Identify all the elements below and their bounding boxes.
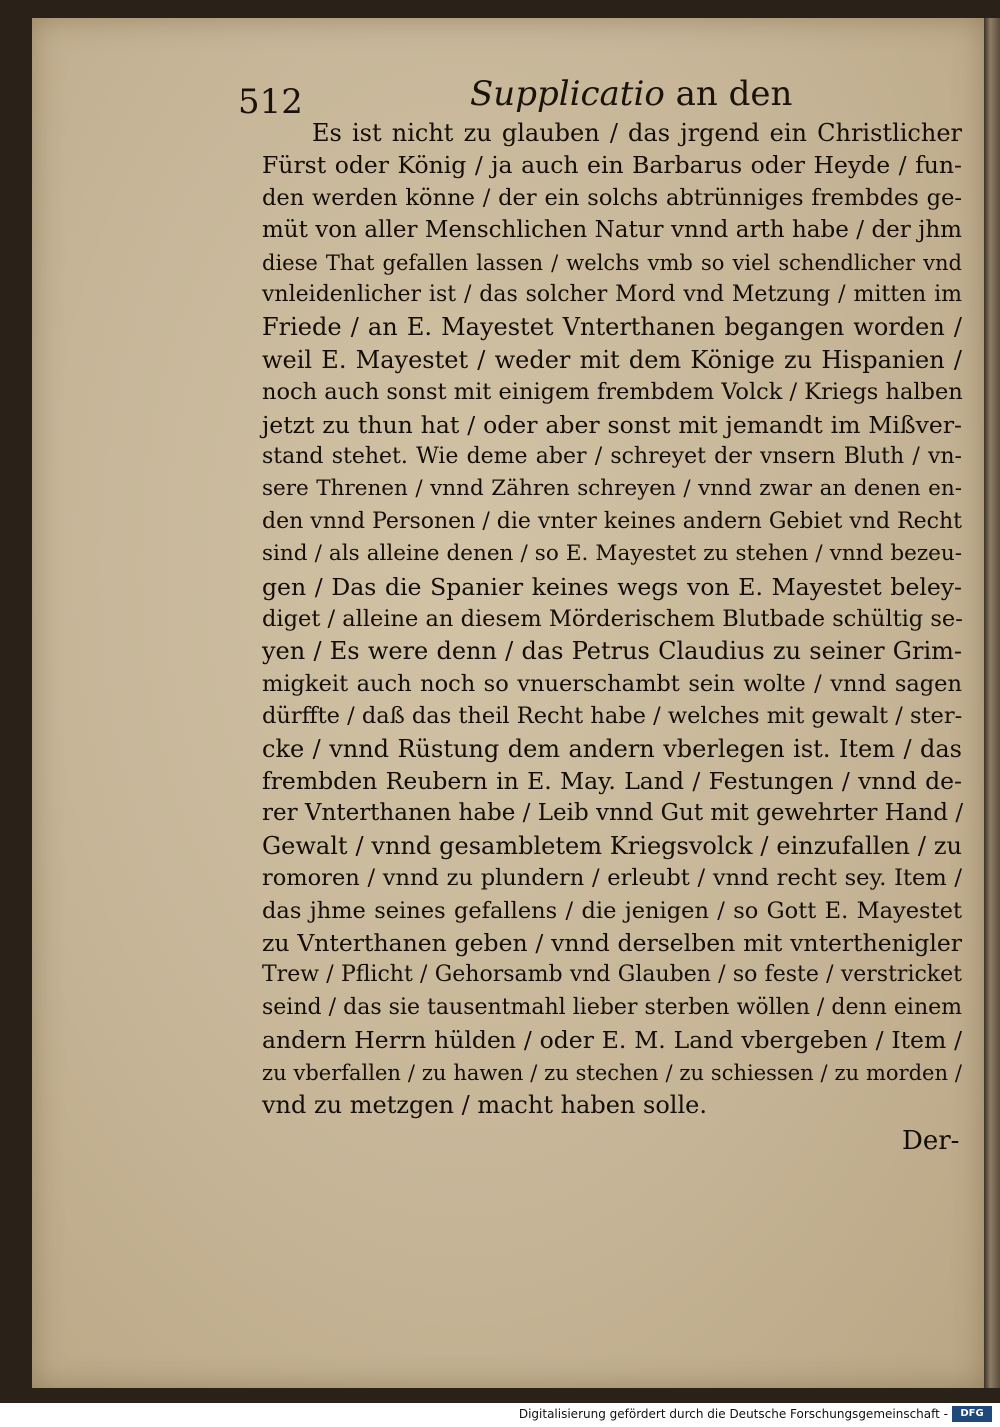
text-line: den werden könne / der ein solchs abtrünniges frembdes ge-	[262, 184, 962, 211]
text-line: das jhme seines gefallens / die jenigen / so Gott E. Mayestet	[262, 897, 962, 924]
running-head-latin: Supplicatio	[470, 74, 665, 114]
text-line: noch auch sonst mit einigem frembdem Volck / Kriegs halben	[262, 379, 963, 406]
dfg-logo: DFG	[952, 1406, 992, 1422]
text-line: romoren / vnnd zu plundern / erleubt / vnnd recht sey. Item /	[262, 865, 962, 892]
text-line: diget / alleine an diesem Mörderischem Blutbade schültig se-	[262, 606, 963, 632]
text-line: Friede / an E. Mayestet Vnterthanen begangen worden /	[262, 313, 962, 342]
text-line: cke / vnnd Rüstung dem andern vberlegen ist. Item / das	[262, 734, 962, 763]
text-line: andern Herrn hülden / oder E. M. Land vbergeben / Item /	[262, 1026, 962, 1055]
text-line: müt von aller Menschlichen Natur vnnd arth habe / der jhm	[262, 217, 962, 244]
running-head-rest: an den	[675, 74, 793, 114]
text-line: Es ist nicht zu glauben / das jrgend ein Christlicher	[312, 119, 962, 147]
text-line: zu Vnterthanen geben / vnnd derselben mit vnterthenigler	[262, 929, 962, 957]
text-line: jetzt zu thun hat / oder aber sonst mit jemandt im Mißver-	[262, 410, 962, 439]
text-line: weil E. Mayestet / weder mit dem Könige zu Hispanien /	[262, 345, 962, 374]
page-number: 512	[238, 82, 303, 122]
text-line: seind / das sie tausentmahl lieber sterben wöllen / denn einem	[262, 994, 962, 1020]
text-line: gen / Das die Spanier keines wegs von E. Mayestet beley-	[262, 572, 962, 601]
text-line: sind / als alleine denen / so E. Mayestet zu stehen / vnnd bezeu-	[262, 541, 962, 567]
text-line: den vnnd Personen / die vnter keines andern Gebiet vnd Recht	[262, 508, 962, 534]
text-line: Fürst oder König / ja auch ein Barbarus oder Heyde / fun-	[262, 151, 962, 180]
text-line: Trew / Pflicht / Gehorsamb vnd Glauben / so feste / verstricket	[262, 962, 962, 988]
text-line: vnd zu metzgen / macht haben solle.	[262, 1091, 707, 1119]
text-line: migkeit auch noch so vnuerschambt sein wolte / vnnd sagen	[262, 670, 962, 697]
text-line: vnleidenlicher ist / das solcher Mord vnd Metzung / mitten im	[262, 282, 962, 307]
text-line: yen / Es were denn / das Petrus Claudius zu seiner Grim-	[262, 637, 962, 666]
text-line: dürffte / daß das theil Recht habe / welches mit gewalt / ster-	[262, 703, 963, 730]
text-line: frembden Reubern in E. May. Land / Festungen / vnnd de-	[262, 767, 962, 795]
catchword: Der-	[902, 1126, 960, 1156]
text-line: diese That gefallen lassen / welchs vmb so viel schendlicher vnd	[262, 250, 962, 275]
text-line: Gewalt / vnnd gesambletem Kriegsvolck / einzufallen / zu	[262, 831, 962, 860]
text-line: rer Vnterthanen habe / Leib vnnd Gut mit gewehrter Hand /	[262, 800, 964, 827]
text-line: stand stehet. Wie deme aber / schreyet der vnsern Bluth / vn-	[262, 444, 962, 469]
text-line: zu vberfallen / zu hawen / zu stechen / zu schiessen / zu morden /	[262, 1060, 962, 1085]
text-line: sere Threnen / vnnd Zähren schreyen / vnnd zwar an denen en-	[262, 476, 962, 502]
footer-credit: Digitalisierung gefördert durch die Deutsche Forschungsgemeinschaft -	[518, 1407, 948, 1421]
